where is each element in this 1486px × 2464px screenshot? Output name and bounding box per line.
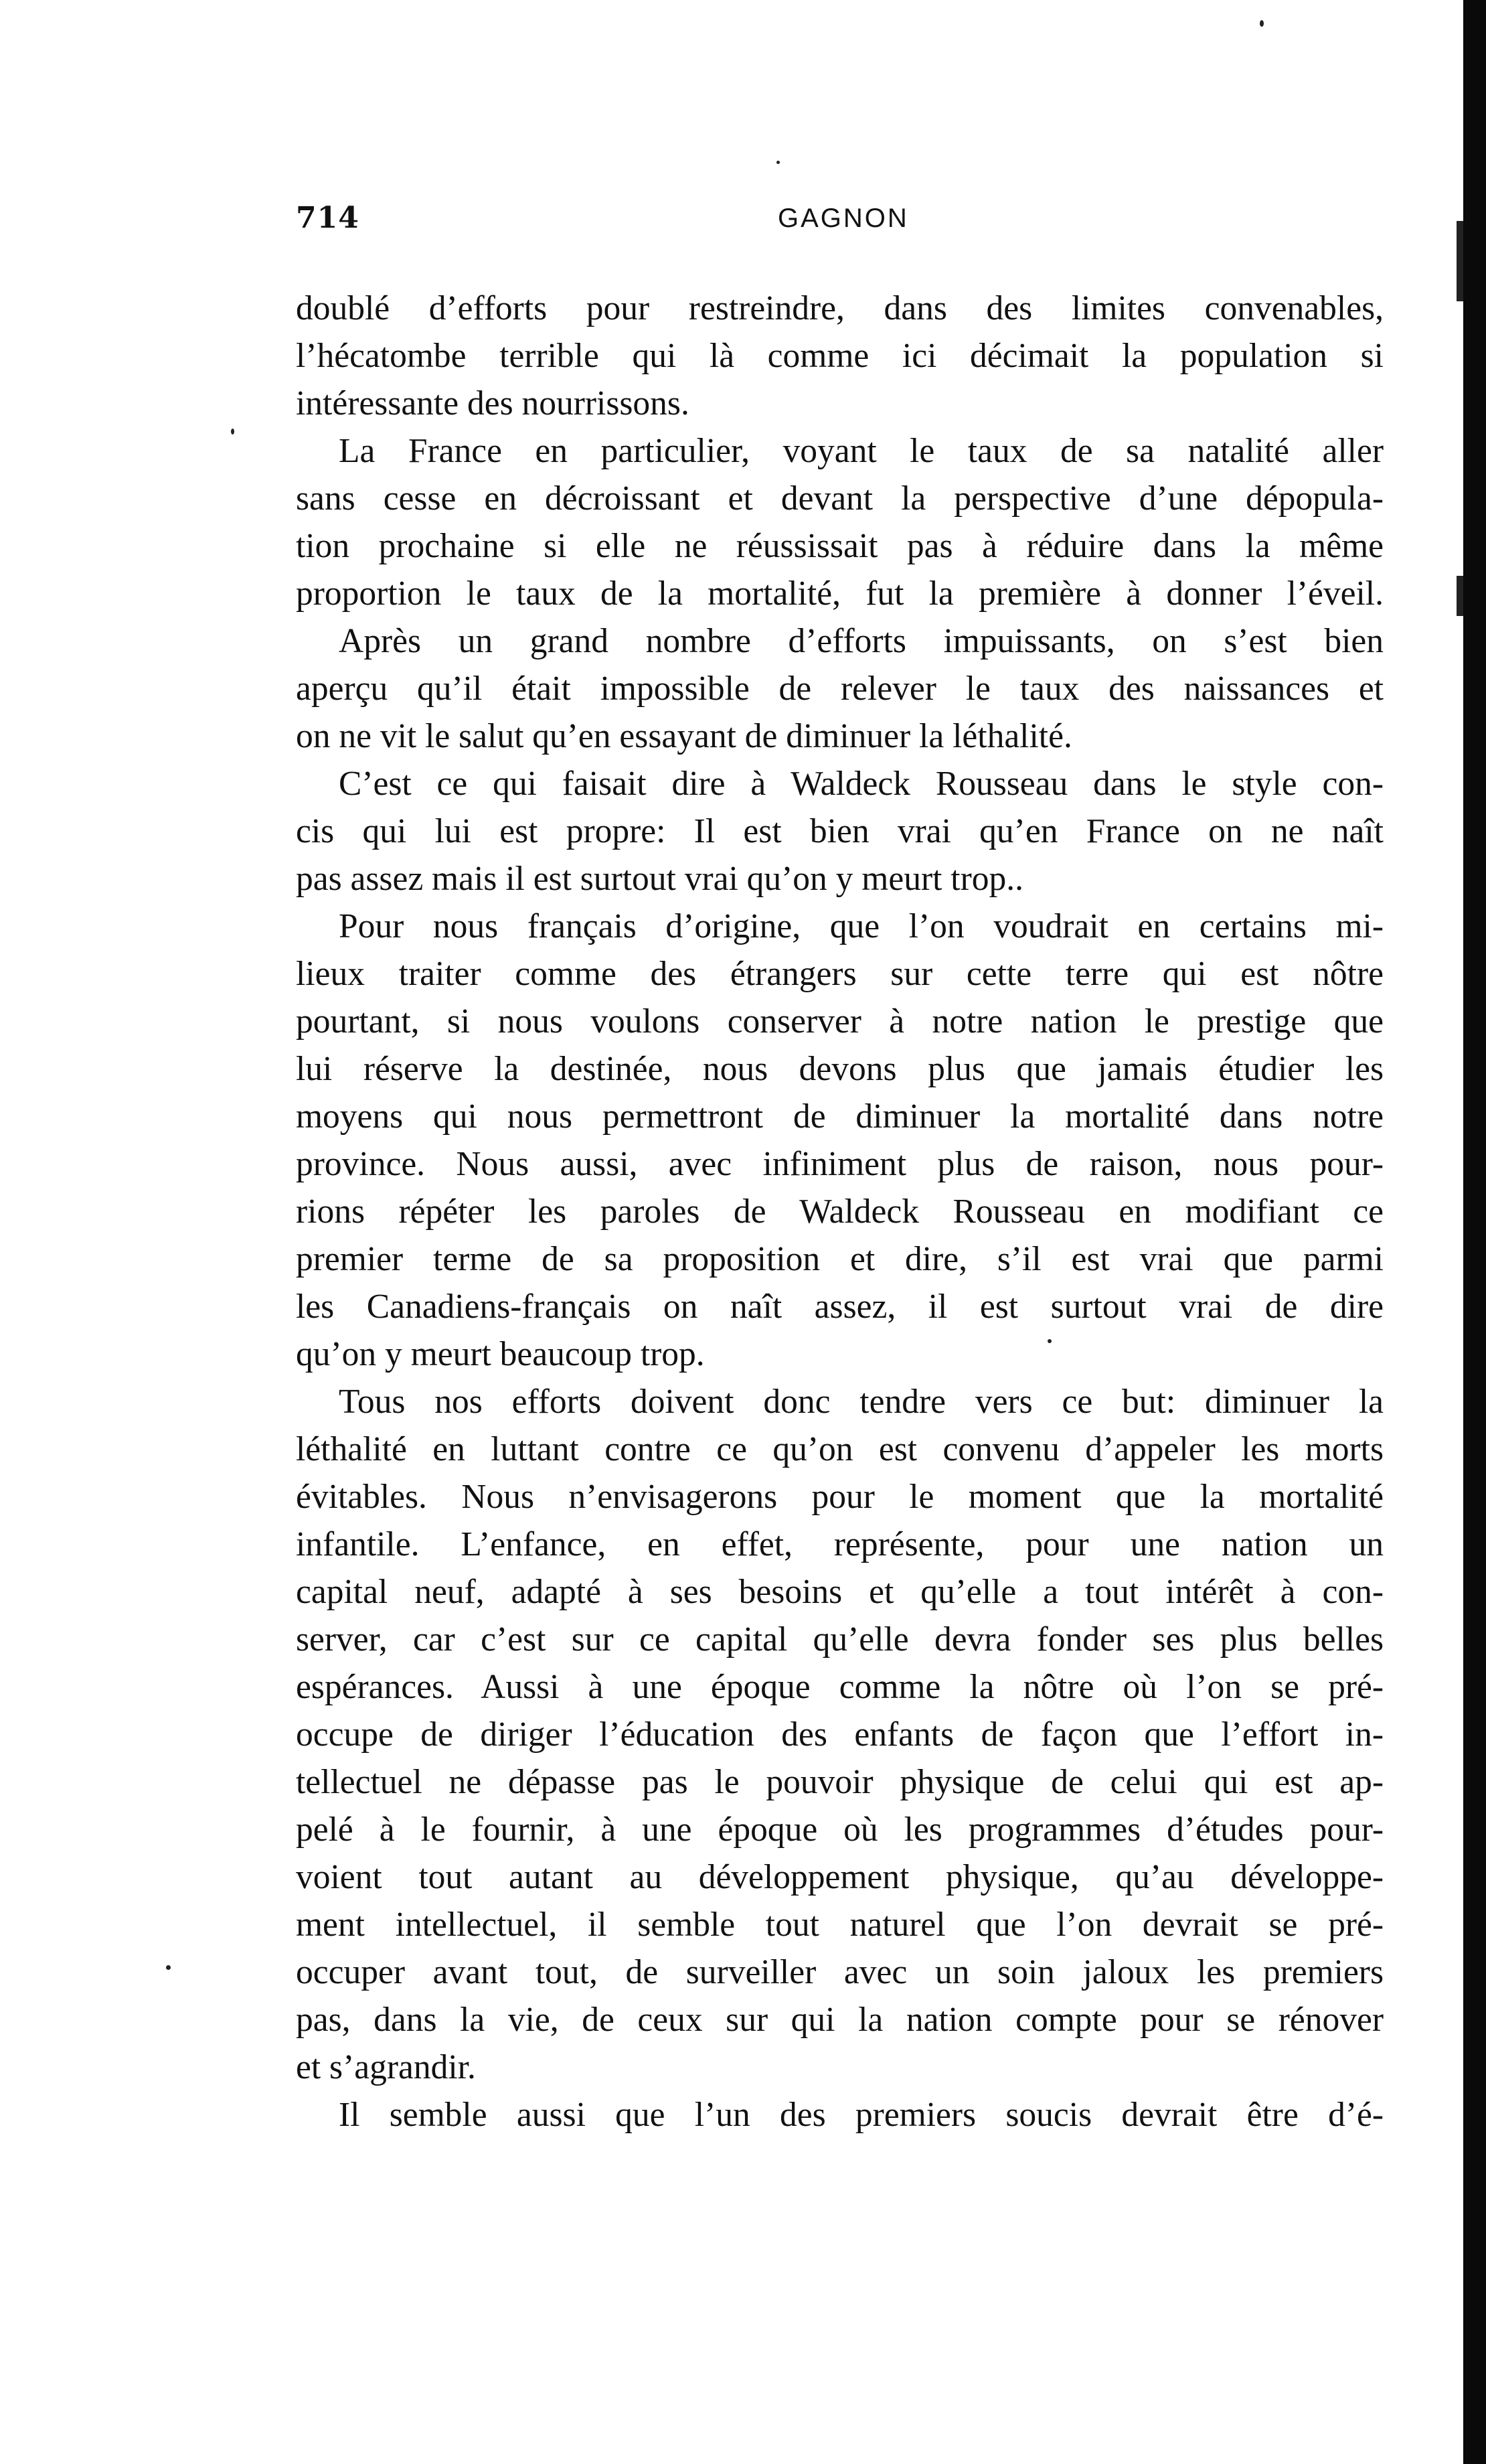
- text-line: proportion le taux de la mortalité, fut la première à donner l’éveil.: [296, 574, 1384, 613]
- text-line: La France en particulier, voyant le taux de sa natalité aller: [339, 432, 1384, 470]
- text-line: tion prochaine si elle ne réussissait pas à réduire dans la même: [296, 527, 1384, 565]
- scan-edge-shadow: [1463, 0, 1486, 2464]
- text-line: aperçu qu’il était impossible de relever le taux des naissances et: [296, 670, 1384, 708]
- text-line: intéressante des nourrissons.: [296, 384, 689, 422]
- running-head: GAGNON: [778, 204, 909, 233]
- scan-speck: [166, 1965, 171, 1970]
- text-line: Tous nos efforts doivent donc tendre vers ce but: diminuer la: [339, 1383, 1384, 1421]
- body-text: [296, 285, 1384, 2139]
- text-line: Après un grand nombre d’efforts impuissants, on s’est bien: [339, 622, 1384, 660]
- text-line: moyens qui nous permettront de diminuer la mortalité dans notre: [296, 1097, 1384, 1136]
- text-line: qu’on y meurt beaucoup trop.: [296, 1335, 705, 1373]
- text-line: évitables. Nous n’envisagerons pour le moment que la mortalité: [296, 1478, 1384, 1516]
- page-number: 714: [296, 201, 359, 235]
- text-line: occupe de diriger l’éducation des enfants de façon que l’effort in-: [296, 1715, 1384, 1754]
- text-line: pourtant, si nous voulons conserver à notre nation le prestige que: [296, 1002, 1384, 1041]
- scan-edge-notch: [1457, 221, 1463, 301]
- text-line: Pour nous français d’origine, que l’on voudrait en certains mi-: [339, 907, 1384, 945]
- scan-edge-notch: [1457, 576, 1463, 616]
- text-line: doublé d’efforts pour restreindre, dans des limites convenables,: [296, 289, 1384, 327]
- text-line: et s’agrandir.: [296, 2048, 476, 2086]
- scan-speck: [231, 429, 234, 435]
- text-line: on ne vit le salut qu’en essayant de diminuer la léthalité.: [296, 717, 1072, 755]
- text-line: tellectuel ne dépasse pas le pouvoir physique de celui qui est ap-: [296, 1763, 1384, 1801]
- text-line: C’est ce qui faisait dire à Waldeck Rousseau dans le style con-: [339, 765, 1384, 803]
- text-line: infantile. L’enfance, en effet, représente, pour une nation un: [296, 1525, 1384, 1563]
- text-line: province. Nous aussi, avec infiniment plus de raison, nous pour-: [296, 1145, 1384, 1183]
- text-line: lieux traiter comme des étrangers sur cette terre qui est nôtre: [296, 955, 1384, 993]
- text-line: Il semble aussi que l’un des premiers soucis devrait être d’é-: [339, 2096, 1384, 2134]
- text-line: voient tout autant au développement physique, qu’au développe-: [296, 1858, 1384, 1896]
- scan-speck: [1048, 1339, 1052, 1343]
- text-line: pelé à le fournir, à une époque où les programmes d’études pour-: [296, 1811, 1384, 1849]
- scan-speck: [1260, 20, 1264, 27]
- text-line: server, car c’est sur ce capital qu’elle devra fonder ses plus belles: [296, 1620, 1384, 1659]
- text-line: rions répéter les paroles de Waldeck Rousseau en modifiant ce: [296, 1192, 1384, 1231]
- text-line: espérances. Aussi à une époque comme la nôtre où l’on se pré-: [296, 1668, 1384, 1706]
- text-line: lui réserve la destinée, nous devons plus que jamais étudier les: [296, 1050, 1384, 1088]
- scan-speck: [776, 161, 780, 164]
- text-line: pas assez mais il est surtout vrai qu’on y meurt trop..: [296, 860, 1024, 898]
- text-line: premier terme de sa proposition et dire, s’il est vrai que parmi: [296, 1240, 1384, 1278]
- text-line: l’hécatombe terrible qui là comme ici décimait la population si: [296, 337, 1384, 375]
- text-line: cis qui lui est propre: Il est bien vrai qu’en France on ne naît: [296, 812, 1384, 850]
- text-line: occuper avant tout, de surveiller avec un soin jaloux les premiers: [296, 1953, 1384, 1991]
- text-line: pas, dans la vie, de ceux sur qui la nation compte pour se rénover: [296, 2001, 1384, 2039]
- page-header: [296, 201, 1380, 254]
- text-line: capital neuf, adapté à ses besoins et qu’elle a tout intérêt à con-: [296, 1573, 1384, 1611]
- text-line: léthalité en luttant contre ce qu’on est convenu d’appeler les morts: [296, 1430, 1384, 1468]
- text-line: les Canadiens-français on naît assez, il est surtout vrai de dire: [296, 1288, 1384, 1326]
- text-line: ment intellectuel, il semble tout naturel que l’on devrait se pré-: [296, 1906, 1384, 1944]
- text-line: sans cesse en décroissant et devant la perspective d’une dépopula-: [296, 479, 1384, 518]
